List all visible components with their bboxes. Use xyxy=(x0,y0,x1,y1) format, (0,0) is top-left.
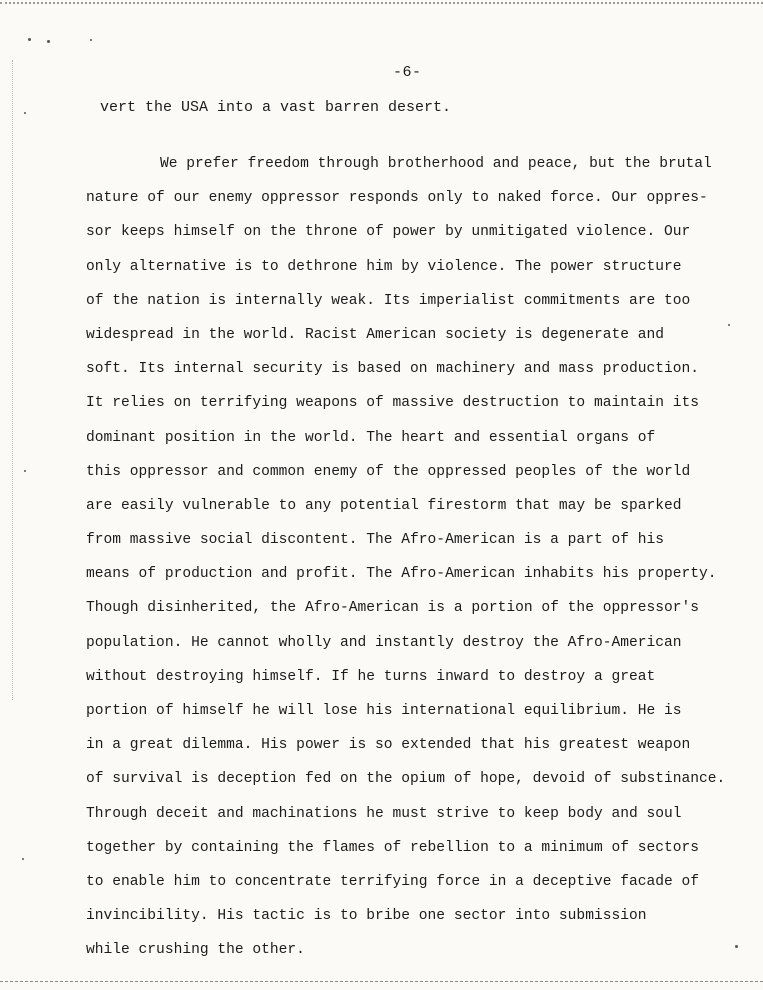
scan-speck xyxy=(24,470,26,472)
scan-speck xyxy=(47,40,50,43)
paragraph-line: sor keeps himself on the throne of power by unmitigated violence. Our xyxy=(86,224,691,241)
paragraph-line: in a great dilemma. His power is so extended that his greatest weapon xyxy=(86,737,691,754)
paragraph-line: means of production and profit. The Afro-American inhabits his property. xyxy=(86,566,717,583)
scan-speck xyxy=(24,112,26,114)
body-paragraph xyxy=(86,156,756,977)
paragraph-line: soft. Its internal security is based on machinery and mass production. xyxy=(86,361,700,378)
paragraph-line: nature of our enemy oppressor responds only to naked force. Our oppres- xyxy=(86,190,708,207)
paragraph-line: are easily vulnerable to any potential firestorm that may be sparked xyxy=(86,497,682,514)
scan-left-edge xyxy=(12,60,13,700)
paragraph-line: to enable him to concentrate terrifying force in a deceptive facade of xyxy=(86,873,700,890)
paragraph-line: invincibility. His tactic is to bribe one sector into submission xyxy=(86,908,647,925)
paragraph-line: together by containing the flames of rebellion to a minimum of sectors xyxy=(86,839,700,856)
scan-top-edge xyxy=(0,2,763,4)
scan-bottom-edge xyxy=(0,981,763,982)
paragraph-line: only alternative is to dethrone him by violence. The power structure xyxy=(86,258,682,275)
paragraph-line: of survival is deception fed on the opium of hope, devoid of substinance. xyxy=(86,771,726,788)
paragraph-line: portion of himself he will lose his international equilibrium. He is xyxy=(86,703,682,719)
paragraph-line: Through deceit and machinations he must strive to keep body and soul xyxy=(86,805,682,822)
paragraph-line: of the nation is internally weak. Its imperialist commitments are too xyxy=(86,292,691,309)
scan-speck xyxy=(28,38,31,41)
scan-speck xyxy=(90,39,92,41)
page-number: -6- xyxy=(393,64,422,81)
paragraph-line: We prefer freedom through brotherhood and peace, but the brutal xyxy=(160,156,712,172)
paragraph-line: widespread in the world. Racist American society is degenerate and xyxy=(86,326,665,343)
paragraph-line: Though disinherited, the Afro-American is a portion of the oppressor's xyxy=(86,600,700,617)
paragraph-line: dominant position in the world. The heart and essential organs of xyxy=(86,429,656,446)
paragraph-line: this oppressor and common enemy of the oppressed peoples of the world xyxy=(86,463,691,480)
scan-speck xyxy=(22,858,24,860)
paragraph-line: without destroying himself. If he turns inward to destroy a great xyxy=(86,668,656,685)
paragraph-line: It relies on terrifying weapons of massive destruction to maintain its xyxy=(86,395,700,412)
paragraph-line: while crushing the other. xyxy=(86,942,305,959)
paragraph-line: population. He cannot wholly and instantly destroy the Afro-American xyxy=(86,634,682,651)
continued-text-line: vert the USA into a vast barren desert. xyxy=(100,99,452,116)
paragraph-line: from massive social discontent. The Afro-American is a part of his xyxy=(86,532,665,549)
